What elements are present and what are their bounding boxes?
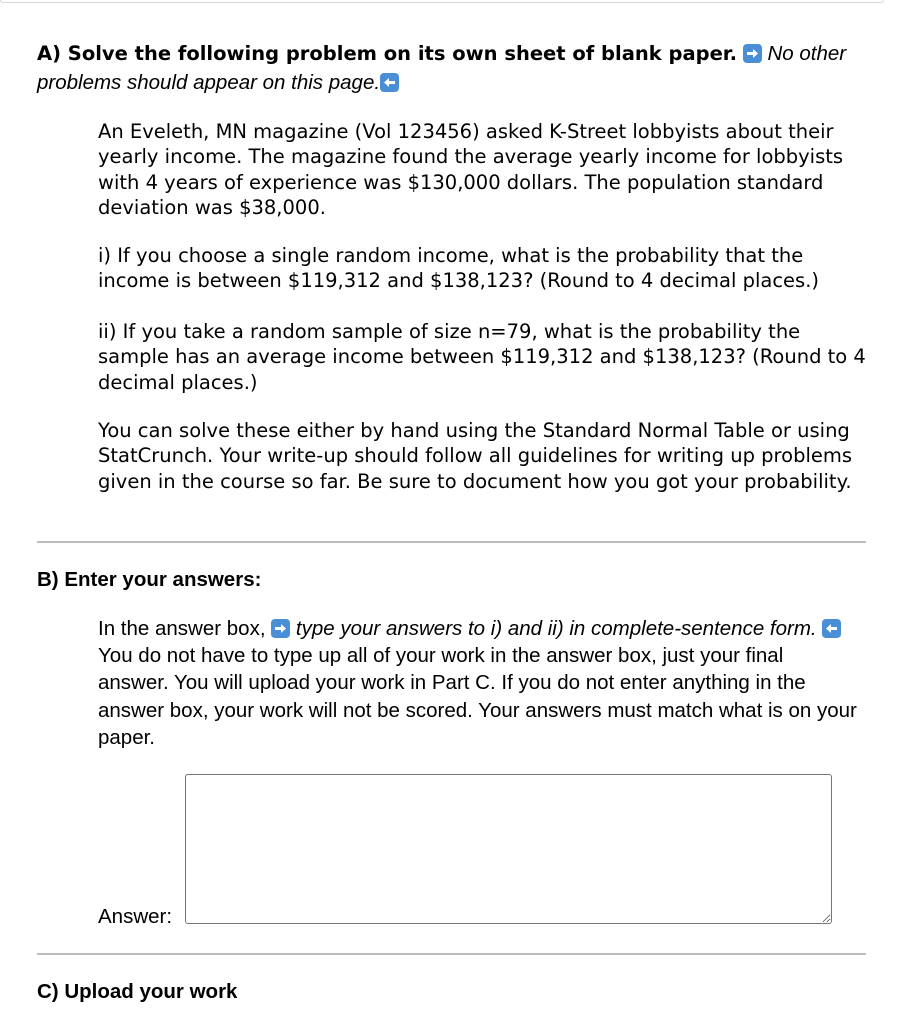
answer-label: Answer: xyxy=(98,905,173,928)
part-b-heading: B) Enter your answers: xyxy=(37,568,262,591)
part-a-title: A) Solve the following problem on its own sheet of blank paper. xyxy=(37,42,738,65)
part-a-heading xyxy=(37,39,857,97)
solve-note: You can solve these either by hand using the Standard Normal Table or using StatCrunch. Your write-up should follow all guidelines for writing up problems given in the course so far. Be sure to document how you got your probability. xyxy=(98,419,853,493)
problem-intro: An Eveleth, MN magazine (Vol 123456) asked K-Street lobbyists about their yearly income. The magazine found the average yearly income for lobbyists with 4 years of experience was $130,000 dollars. The population standard deviation was $38,000. xyxy=(98,120,844,219)
answer-textarea[interactable] xyxy=(185,774,832,924)
instructions-emphasis: type your answers to i) and ii) in complete-sentence form. xyxy=(295,617,817,640)
arrow-right-icon xyxy=(271,619,290,638)
arrow-right-icon xyxy=(743,44,762,63)
previous-panel-edge xyxy=(0,0,884,3)
arrow-left-icon xyxy=(380,73,399,92)
question-ii: ii) If you take a random sample of size n=79, what is the probability the sample has an average income between $119,312 and $138,123? (Round to 4 decimal places.) xyxy=(98,320,866,394)
part-a-note: No other problems should appear on this page. xyxy=(37,42,847,94)
arrow-left-icon xyxy=(822,619,841,638)
divider xyxy=(37,953,866,955)
instructions-lead: In the answer box, xyxy=(98,617,266,640)
part-c-heading: C) Upload your work xyxy=(37,980,238,1003)
answer-instructions xyxy=(98,615,858,751)
divider xyxy=(37,541,866,543)
instructions-rest: You do not have to type up all of your work in the answer box, just your final answer. You will upload your work in Part C. If you do not enter anything in the answer box, your work will not be scored. Your answers must match what is on your paper. xyxy=(98,644,857,749)
question-i: i) If you choose a single random income, what is the probability that the income is between $119,312 and $138,123? (Round to 4 decimal places.) xyxy=(98,244,820,293)
